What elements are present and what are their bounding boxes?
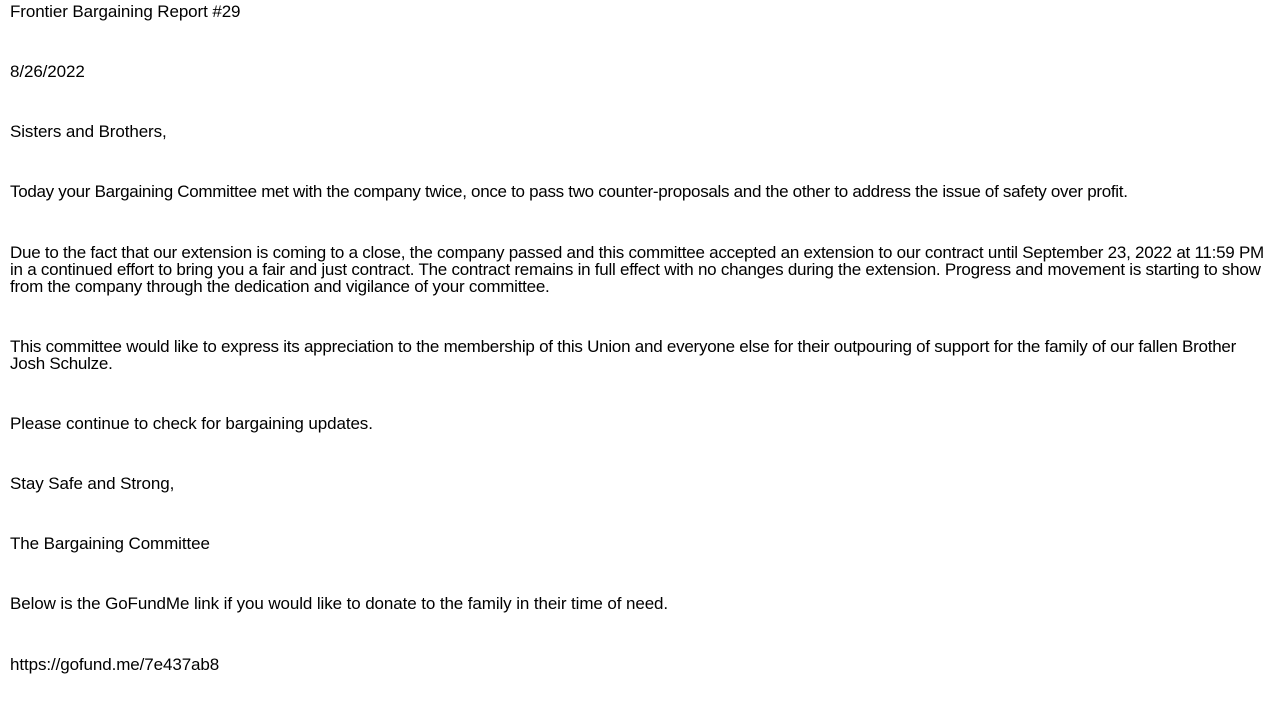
paragraph-appreciation: This committee would like to express its appreciation to the membership of this Union and everyone else for their outpouring of support for the family of our fallen Brother Josh Schulze.: [10, 337, 1237, 373]
paragraph-extension: Due to the fact that our extension is coming to a close, the company passed and this committee accepted an extension to our contract until September 23, 2022 at 11:59 PM in a continued effort to bring you a fair and just contract. The contract remains in full effect with no changes during the extension. Progress and movement is starting to show from the company through the dedication and vigilance of your committee.: [10, 243, 1264, 296]
donation-note: Below is the GoFundMe link if you would like to donate to the family in their time of need.: [10, 594, 669, 613]
report-date: 8/26/2022: [10, 62, 85, 81]
closing: Stay Safe and Strong,: [10, 474, 175, 493]
gofundme-link[interactable]: https://gofund.me/7e437ab8: [10, 655, 220, 674]
paragraph-updates: Please continue to check for bargaining updates.: [10, 414, 373, 433]
signature: The Bargaining Committee: [10, 534, 210, 553]
report-title: Frontier Bargaining Report #29: [10, 2, 241, 21]
greeting: Sisters and Brothers,: [10, 122, 167, 141]
paragraph-meeting: Today your Bargaining Committee met with the company twice, once to pass two counter-proposals and the other to address the issue of safety over profit.: [10, 182, 1128, 201]
